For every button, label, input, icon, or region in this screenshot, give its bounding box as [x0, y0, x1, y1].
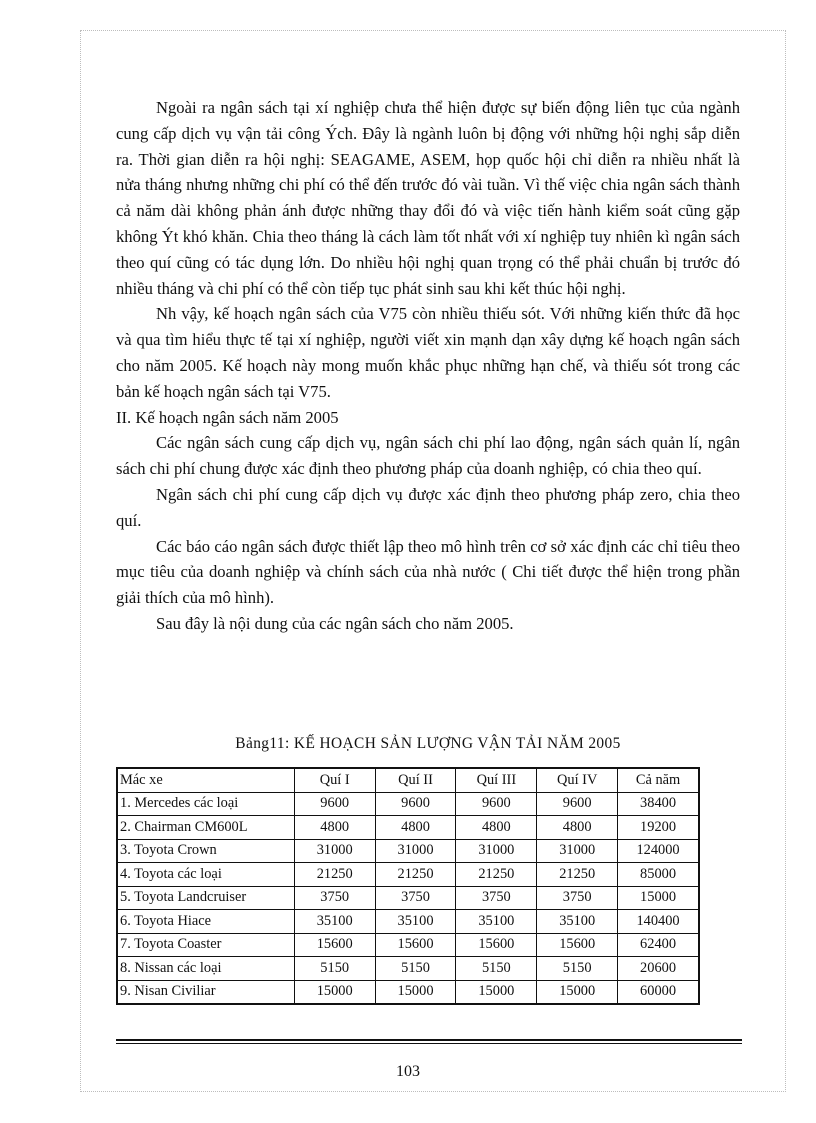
transport-volume-table [116, 767, 700, 1005]
header-vehicle: Mác xe [117, 768, 294, 792]
vehicle-cell: 3. Toyota Crown [117, 839, 294, 863]
value-cell: 9600 [456, 792, 537, 816]
value-cell: 21250 [537, 863, 618, 887]
value-cell: 5150 [456, 957, 537, 981]
value-cell: 4800 [456, 816, 537, 840]
value-cell: 3750 [294, 886, 375, 910]
vehicle-cell: 5. Toyota Landcruiser [117, 886, 294, 910]
value-cell: 5150 [537, 957, 618, 981]
table-row [117, 863, 699, 887]
value-cell: 31000 [537, 839, 618, 863]
value-cell: 15600 [456, 933, 537, 957]
value-cell: 35100 [375, 910, 456, 934]
table-row [117, 792, 699, 816]
value-cell: 31000 [456, 839, 537, 863]
total-cell: 62400 [618, 933, 699, 957]
value-cell: 4800 [537, 816, 618, 840]
value-cell: 3750 [456, 886, 537, 910]
value-cell: 15600 [537, 933, 618, 957]
vehicle-cell: 6. Toyota Hiace [117, 910, 294, 934]
total-cell: 19200 [618, 816, 699, 840]
footer-rule-thick [116, 1039, 742, 1041]
value-cell: 15000 [537, 980, 618, 1004]
value-cell: 5150 [294, 957, 375, 981]
value-cell: 4800 [294, 816, 375, 840]
value-cell: 9600 [537, 792, 618, 816]
paragraph-6: Sau đây là nội dung của các ngân sách cho năm 2005. [156, 613, 514, 633]
value-cell: 3750 [375, 886, 456, 910]
header-q1: Quí I [294, 768, 375, 792]
total-cell: 140400 [618, 910, 699, 934]
value-cell: 21250 [294, 863, 375, 887]
table-row [117, 910, 699, 934]
value-cell: 31000 [294, 839, 375, 863]
value-cell: 9600 [375, 792, 456, 816]
table-row [117, 886, 699, 910]
paragraph-2: Nh vậy, kế hoạch ngân sách của V75 còn nhiều thiếu sót. Với những kiến thức đã học và qua tìm hiểu thực tế tại xí nghiệp, người viết xin mạnh dạn xây dựng kế hoạch ngân sách cho năm 2005. Kế hoạch này mong muốn khắc phục những hạn chế, và thiếu sót trong các bản kế hoạch ngân sách tại V75. [116, 304, 740, 401]
value-cell: 3750 [537, 886, 618, 910]
value-cell: 15000 [375, 980, 456, 1004]
table-row [117, 957, 699, 981]
total-cell: 124000 [618, 839, 699, 863]
total-cell: 38400 [618, 792, 699, 816]
body-text [116, 95, 740, 637]
table-row [117, 816, 699, 840]
value-cell: 15600 [375, 933, 456, 957]
vehicle-cell: 4. Toyota các loại [117, 863, 294, 887]
vehicle-cell: 9. Nisan Civiliar [117, 980, 294, 1004]
total-cell: 20600 [618, 957, 699, 981]
header-q2: Quí II [375, 768, 456, 792]
page-number: 103 [396, 1063, 420, 1080]
table-row [117, 839, 699, 863]
value-cell: 15600 [294, 933, 375, 957]
section-heading: II. Kế hoạch ngân sách năm 2005 [116, 407, 339, 427]
paragraph-4: Ngân sách chi phí cung cấp dịch vụ được xác định theo phương pháp zero, chia theo quí. [116, 484, 740, 530]
value-cell: 35100 [537, 910, 618, 934]
vehicle-cell: 2. Chairman CM600L [117, 816, 294, 840]
value-cell: 4800 [375, 816, 456, 840]
value-cell: 5150 [375, 957, 456, 981]
total-cell: 85000 [618, 863, 699, 887]
footer-rule-thin [116, 1043, 742, 1044]
value-cell: 21250 [375, 863, 456, 887]
paragraph-1: Ngoài ra ngân sách tại xí nghiệp chưa thể hiện được sự biến động liên tục của ngành cung cấp dịch vụ vận tải công Ých. Đây là ngành luôn bị động với những hội nghị sắp diễn ra. Thời gian diễn ra hội nghị: SEAGAME, ASEM, họp quốc hội chỉ diễn ra nhiều nhất là nửa tháng nhưng những chi phí có thể đến trước đó vài tuần. Vì thế việc chia ngân sách thành cả năm dài không phản ánh được những thay đổi đó và việc tiến hành kiểm soát cũng gặp không Ýt khó khăn. Chia theo tháng là cách làm tốt nhất với xí nghiệp tuy nhiên kì ngân sách theo quí cũng có tác dụng lớn. Do nhiều hội nghị quan trọng có thể phải chuẩn bị trước đó nhiều tháng và chi phí có thể còn tiếp tục phát sinh sau khi kết thúc hội nghị. [116, 98, 740, 298]
table-header-row [117, 768, 699, 792]
table-row [117, 980, 699, 1004]
table-row [117, 933, 699, 957]
header-q3: Quí III [456, 768, 537, 792]
value-cell: 9600 [294, 792, 375, 816]
value-cell: 21250 [456, 863, 537, 887]
paragraph-5: Các báo cáo ngân sách được thiết lập theo mô hình trên cơ sở xác định các chỉ tiêu theo mục tiêu của doanh nghiệp và chính sách của nhà nước ( Chi tiết được thể hiện trong phần giải thích của mô hình). [116, 536, 740, 608]
value-cell: 31000 [375, 839, 456, 863]
value-cell: 35100 [294, 910, 375, 934]
paragraph-3: Các ngân sách cung cấp dịch vụ, ngân sách chi phí lao động, ngân sách quản lí, ngân sách chi phí chung được xác định theo phương pháp của doanh nghiệp, có chia theo quí. [116, 433, 740, 479]
value-cell: 35100 [456, 910, 537, 934]
total-cell: 15000 [618, 886, 699, 910]
header-q4: Quí IV [537, 768, 618, 792]
value-cell: 15000 [294, 980, 375, 1004]
vehicle-cell: 1. Mercedes các loại [117, 792, 294, 816]
value-cell: 15000 [456, 980, 537, 1004]
total-cell: 60000 [618, 980, 699, 1004]
header-year: Cả năm [618, 768, 699, 792]
vehicle-cell: 8. Nissan các loại [117, 957, 294, 981]
table-title: Bảng11: KẾ HOẠCH SẢN LƯỢNG VẬN TẢI NĂM 2005 [235, 735, 621, 752]
vehicle-cell: 7. Toyota Coaster [117, 933, 294, 957]
